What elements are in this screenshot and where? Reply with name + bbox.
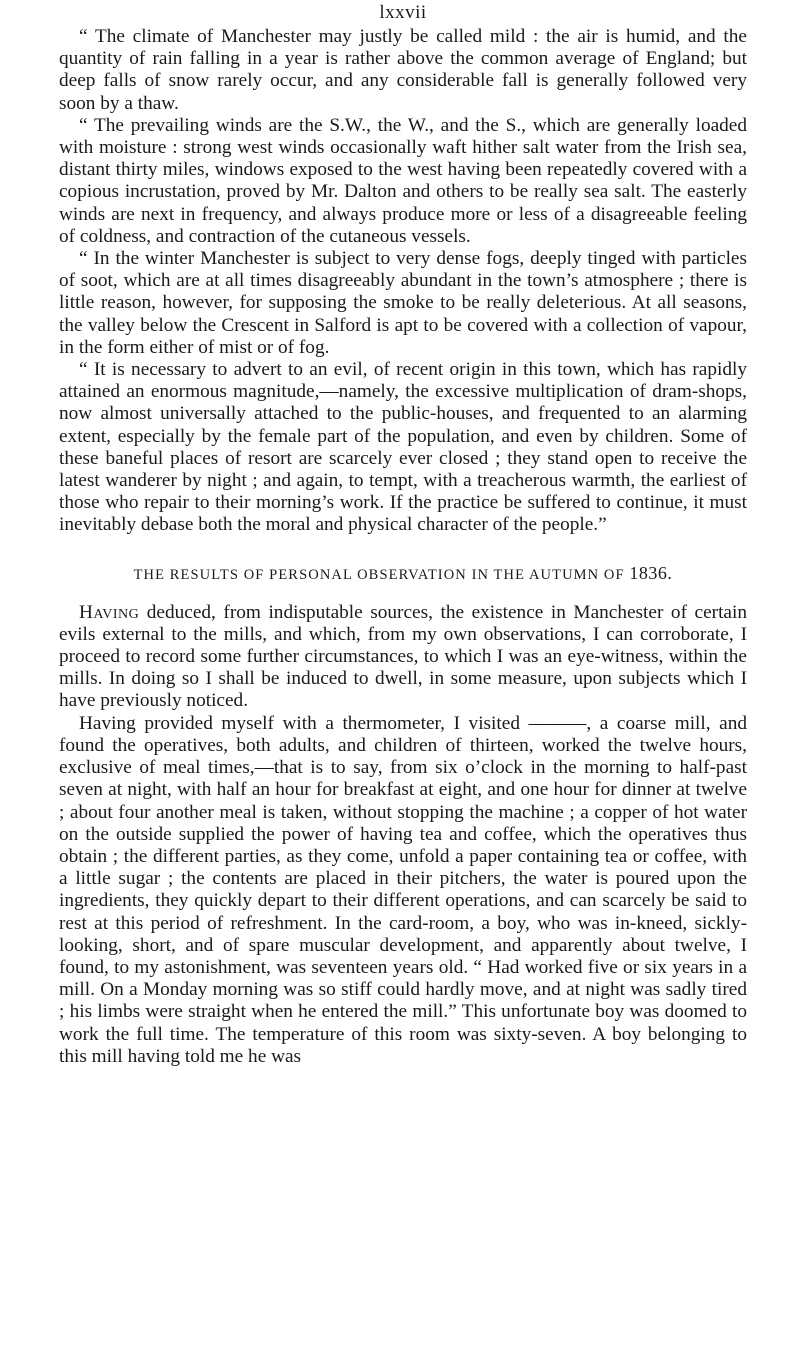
quoted-paragraph-dram-shops: “ It is necessary to advert to an evil, of recent origin in this town, which has rapidly attained an enormous magnitude,—namely, the excessive multiplication of dram-shops, now almost universally attached to the public-houses, and frequented to an alarming extent, especially by the female part of the population, and even by children. Some of these baneful places of resort are scarcely ever closed ; they stand open to receive the latest wanderer by night ; and again, to tempt, with a treacherous warmth, the earliest of those who repair to their morning’s work. If the practice be suffered to continue, it must inevitably debase both the moral and physical character of the people.” <box>59 359 747 536</box>
document-page <box>59 0 747 1068</box>
quoted-paragraph-climate: “ The climate of Manchester may justly be called mild : the air is humid, and the quantity of rain falling in a year is rather above the common average of England; but deep falls of snow rarely occur, and any considerable fall is generally followed very soon by a thaw. <box>59 26 747 114</box>
section-heading <box>59 563 747 584</box>
body-paragraph-2: Having provided myself with a thermometer, I visited ———, a coarse mill, and found the operatives, both adults, and children of thirteen, worked the twelve hours, exclusive of meal times,—that is to say, from six o’clock in the morning to half-past seven at night, with half an hour for breakfast at eight, and one hour for dinner at twelve ; about four another meal is taken, without stopping the machine ; a copper of hot water on the outside supplied the power of having tea and coffee, which the operatives thus obtain ; the different parties, as they come, unfold a paper containing tea or coffee, with a little sugar ; the contents are placed in their pitchers, the water is poured upon the ingredients, they quickly depart to their different operations, and can scarcely be said to rest at this period of refreshment. In the card-room, a boy, who was in-kneed, sickly-looking, short, and of spare muscular development, and apparently about twelve, I found, to my astonishment, was seventeen years old. “ Had worked five or six years in a mill. On a Monday morning was so stiff could hardly move, and at night was sadly tired ; his limbs were straight when he entered the mill.” This unfortunate boy was doomed to work the full time. The temperature of this room was sixty-seven. A boy belonging to this mill having told me he was <box>59 712 747 1067</box>
lead-word: Having <box>79 601 140 623</box>
quoted-paragraph-fogs: “ In the winter Manchester is subject to very dense fogs, deeply tinged with particles of soot, which are at all times disagreeably abundant in the town’s atmosphere ; there is little reason, however, for supposing the smoke to be really deleterious. At all seasons, the valley below the Crescent in Salford is apt to be covered with a collection of vapour, in the form either of mist or of fog. <box>59 248 747 358</box>
body-paragraph-1 <box>59 602 747 713</box>
section-heading-text: THE RESULTS OF PERSONAL OBSERVATION IN THE AUTUMN OF <box>133 566 625 583</box>
quoted-paragraph-winds: “ The prevailing winds are the S.W., the W., and the S., which are generally loaded with moisture : strong west winds occasionally waft hither salt water from the Irish sea, distant thirty miles, windows exposed to the west having been repeatedly covered with a copious incrustation, proved by Mr. Dalton and others to be really sea salt. The easterly winds are next in frequency, and always produce more or less of a disagreeable feeling of coldness, and contraction of the cutaneous vessels. <box>59 114 747 247</box>
body-paragraph-1-text: deduced, from indisputable sources, the existence in Manchester of certain evils external to the mills, and which, from my own observations, I can corroborate, I proceed to record some further circumstances, to which I was an eye-witness, within the mills. In doing so I shall be induced to dwell, in some measure, upon subjects which I have previously noticed. <box>59 601 747 712</box>
section-heading-year: 1836. <box>629 562 673 583</box>
page-number: lxxvii <box>379 2 427 23</box>
